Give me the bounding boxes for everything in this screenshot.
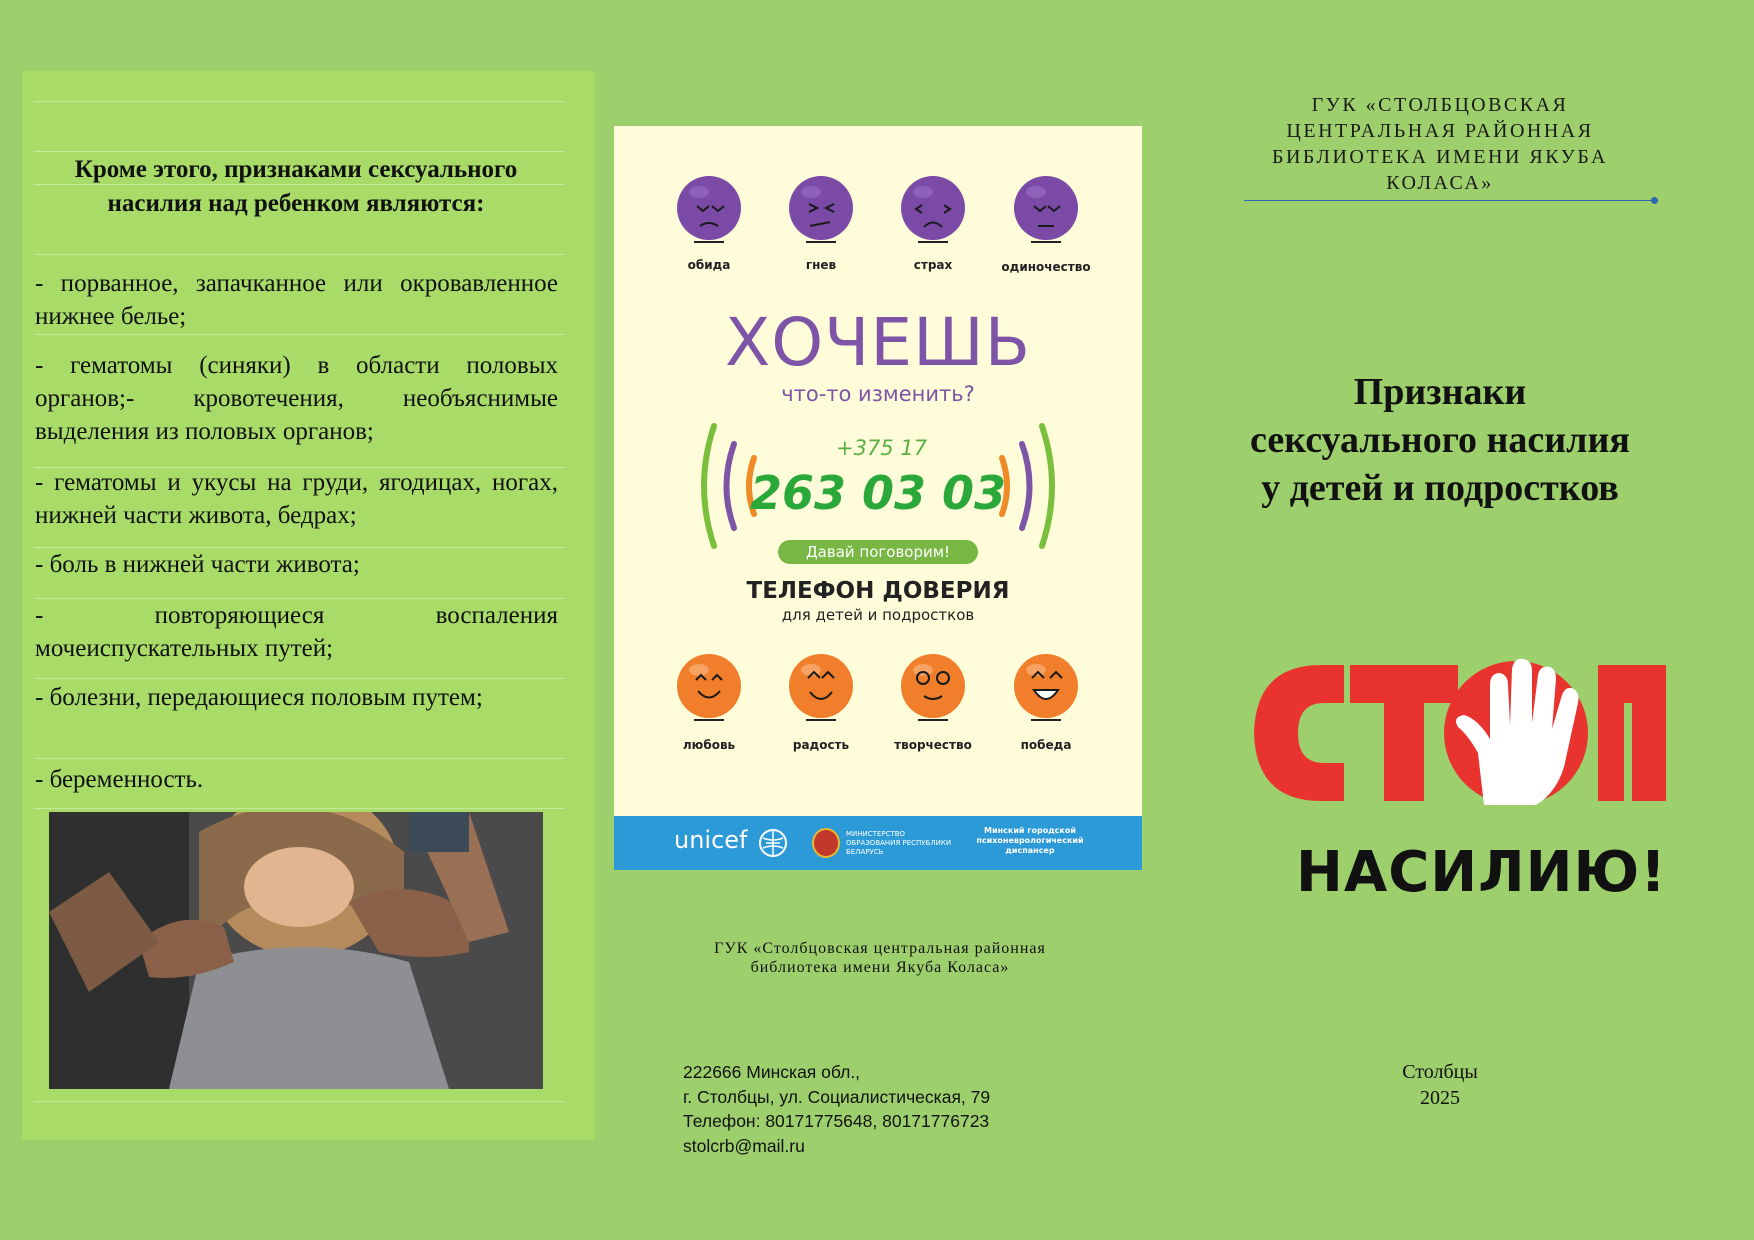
- divider: [34, 1101, 565, 1102]
- list-item: - болезни, передающиеся половым путем;: [35, 684, 483, 711]
- talk-pill: Давай поговорим!: [778, 540, 978, 564]
- divider: [34, 254, 565, 255]
- list-item: - беременность.: [35, 766, 204, 793]
- emotion-label: гнев: [805, 258, 837, 272]
- ministry-label: МИНИСТЕРСТВО ОБРАЗОВАНИЯ РЕСПУБЛИКИ БЕЛАРУСЬ: [846, 830, 952, 856]
- unicef-logo: unicef: [674, 826, 748, 854]
- stop-hand-logo: [1246, 655, 1671, 811]
- hotline-poster: [614, 126, 1142, 870]
- list-item: - боль в нижней части живота;: [35, 551, 360, 578]
- city-year: [1340, 1059, 1540, 1111]
- emotion-label: одиночество: [1001, 260, 1091, 274]
- unicef-globe-icon: [758, 828, 788, 858]
- list-item: - повторяющиеся воспаления мочеиспускательных путей;: [35, 602, 558, 662]
- phone-line: Телефон: 80171775648, 80171776723: [683, 1111, 990, 1131]
- brochure-title: Признаки сексуального насилия у детей и подростков: [1250, 371, 1630, 509]
- divider-dot: [1651, 197, 1658, 204]
- left-panel: [22, 71, 595, 1140]
- poster-subtitle: что-то изменить?: [781, 382, 975, 406]
- dispensary-label: Минский городской психоневрологический диспансер: [976, 826, 1084, 855]
- poster-footer: [614, 816, 1142, 870]
- phone-number: 263 03 03: [749, 466, 1007, 520]
- address-line: г. Столбцы, ул. Социалистическая, 79: [683, 1086, 991, 1107]
- left-heading: Кроме этого, признаками сексуального насилия над ребенком являются:: [74, 156, 518, 217]
- divider: [34, 334, 565, 335]
- address-block: [683, 1060, 990, 1158]
- emotion-label: радость: [792, 738, 850, 752]
- stop-logo: [1246, 655, 1671, 811]
- belarus-emblem-icon: [812, 828, 840, 858]
- divider: [34, 758, 565, 759]
- emotion-label: творчество: [894, 738, 972, 752]
- divider: [34, 808, 565, 809]
- divider: [34, 151, 565, 152]
- list-item: - порванное, запачканное или окровавленное нижнее белье;: [35, 270, 558, 330]
- child-photo: [49, 812, 543, 1089]
- trust-title: ТЕЛЕФОН ДОВЕРИЯ: [746, 578, 1010, 604]
- address-line: 222666 Минская обл.,: [683, 1062, 861, 1082]
- year: 2025: [1420, 1087, 1460, 1109]
- poster-title: ХОЧЕШЬ: [725, 304, 1031, 381]
- emotion-label: победа: [1020, 738, 1072, 752]
- divider: [1244, 200, 1654, 201]
- emotion-label: любовь: [682, 738, 736, 752]
- list-item: - гематомы и укусы на груди, ягодицах, ногах, нижней части живота, бедрах;: [35, 469, 558, 529]
- list-item: - гематомы (синяки) в области половых органов;- кровотечения, необъяснимые выделения из половых органов;: [35, 352, 558, 445]
- divider: [34, 678, 565, 679]
- emotion-label: обида: [687, 258, 731, 272]
- email-line: stolcrb@mail.ru: [683, 1135, 805, 1156]
- emotion-label: страх: [913, 258, 953, 272]
- divider: [34, 101, 565, 102]
- phone-prefix: +375 17: [836, 436, 928, 460]
- right-org-name: ГУК «СТОЛБЦОВСКАЯ ЦЕНТРАЛЬНАЯ РАЙОННАЯ БИБЛИОТЕКА ИМЕНИ ЯКУБА КОЛАСА»: [1271, 94, 1608, 194]
- city-name: Столбцы: [1402, 1061, 1478, 1083]
- center-org-name: ГУК «Столбцовская центральная районная библиотека имени Якуба Коласа»: [714, 940, 1046, 976]
- trust-subtitle: для детей и подростков: [781, 606, 975, 624]
- stop-slogan: НАСИЛИЮ!: [1296, 840, 1667, 905]
